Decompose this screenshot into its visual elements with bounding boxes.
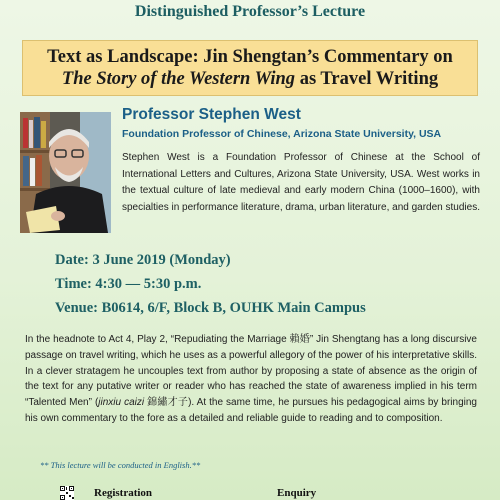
lecture-title-box xyxy=(22,40,478,96)
abstract-term: jinxiu caizi xyxy=(98,397,145,409)
lecture-time: Time: 4:30 — 5:30 p.m. xyxy=(55,276,202,292)
abstract-text-2: 錦繡才子). At the same time, he pursues his pedagogical aims by bringing his own commentary to the fore as a detailed and reliable guide to reading and to composition. xyxy=(25,397,477,424)
speaker-name: Professor Stephen West xyxy=(122,106,301,123)
lecture-title-rest: as Travel Writing xyxy=(295,69,439,89)
speaker-bio: Stephen West is a Foundation Professor of Chinese at the School of International Letters and Cultures, Arizona State University, USA. West works in the textual culture of late medieval and early modern China (1000–1600), with specialties in performance literature, drama, urban literature, and garden studies. xyxy=(122,152,480,213)
speaker-affiliation: Foundation Professor of Chinese, Arizona State University, USA xyxy=(122,128,442,140)
registration-label[interactable]: Registration xyxy=(94,487,153,499)
lecture-title-line2 xyxy=(23,68,477,90)
lecture-date: Date: 3 June 2019 (Monday) xyxy=(55,252,231,268)
lecture-series-title: Distinguished Professor’s Lecture xyxy=(134,3,366,20)
lecture-title-book: The Story of the Western Wing xyxy=(61,69,296,89)
lecture-abstract xyxy=(25,332,477,427)
lecture-title-line1: Text as Landscape: Jin Shengtan’s Commentary on xyxy=(47,47,453,67)
enquiry-label[interactable]: Enquiry xyxy=(277,487,317,499)
language-note: ** This lecture will be conducted in English.** xyxy=(40,460,201,470)
abstract-text-1: In the headnote to Act 4, Play 2, “Repudiating the Marriage 賴婚” Jin Shengtang has a long discursive passage on travel writing, which he uses as a powerful allegory of the power of his interpretative skills. In a clever stratagem he uncouples text from author by proposing a state of absence as the origin of the text for any putative writer or reader who has reached the state of awareness implied in his term “Talented Men” ( xyxy=(25,334,477,409)
qr-code-icon[interactable] xyxy=(60,486,74,500)
lecture-venue: Venue: B0614, 6/F, Block B, OUHK Main Campus xyxy=(55,300,366,316)
speaker-photo xyxy=(20,112,111,233)
